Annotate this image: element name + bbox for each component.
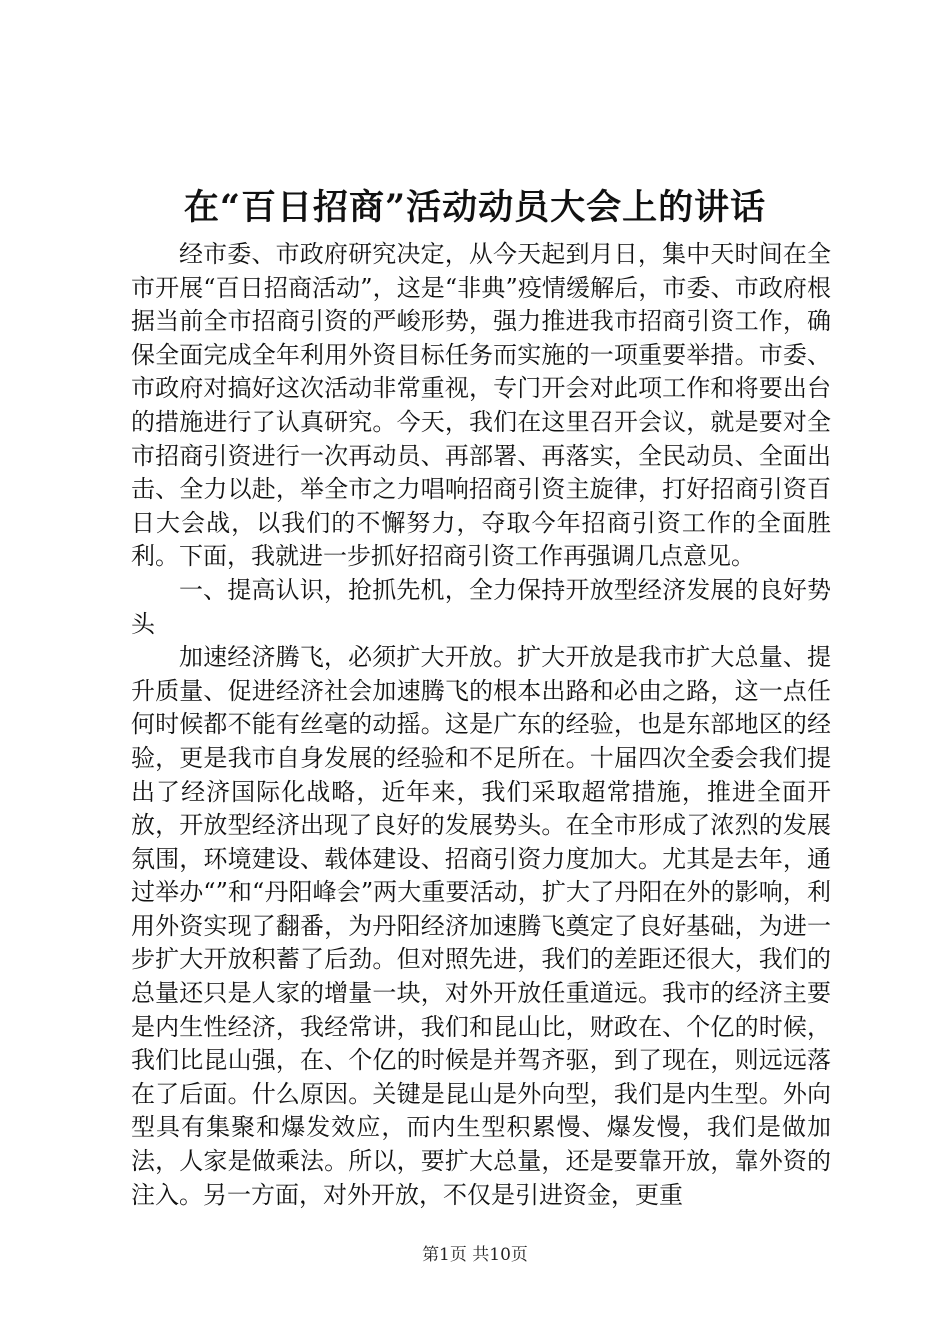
document-body (131, 238, 831, 1212)
body-paragraph: 加速经济腾飞，必须扩大开放。扩大开放是我市扩大总量、提升质量、促进经济社会加速腾飞的根本出路和必由之路，这一点任何时候都不能有丝毫的动摇。这是广东的经验，也是东部地区的经验，更是我市自身发展的经验和不足所在。十届四次全委会我们提出了经济国际化战略，近年来，我们采取超常措施，推进全面开放，开放型经济出现了良好的发展势头。在全市形成了浓烈的发展氛围，环境建设、载体建设、招商引资力度加大。尤其是去年，通过举办“”和“丹阳峰会”两大重要活动，扩大了丹阳在外的影响，利用外资实现了翻番，为丹阳经济加速腾飞奠定了良好基础，为进一步扩大开放积蓄了后劲。但对照先进，我们的差距还很大，我们的总量还只是人家的增量一块，对外开放任重道远。我市的经济主要是内生性经济，我经常讲，我们和昆山比，财政在、个亿的时候，我们比昆山强，在、个亿的时候是并驾齐驱，到了现在，则远远落在了后面。什么原因。关键是昆山是外向型，我们是内生型。外向型具有集聚和爆发效应，而内生型积累慢、爆发慢，我们是做加法，人家是做乘法。所以，要扩大总量，还是要靠开放，靠外资的注入。另一方面，对外开放，不仅是引进资金，更重 (131, 643, 831, 1209)
page-footer: 第1页 共10页 (422, 1245, 528, 1265)
section-heading: 一、提高认识，抢抓先机，全力保持开放型经济发展的良好势头 (131, 575, 831, 638)
document-title: 在“百日招商”活动动员大会上的讲话 (183, 187, 767, 228)
body-paragraph: 经市委、市政府研究决定，从今天起到月日，集中天时间在全市开展“百日招商活动”，这是“非典”疫情缓解后，市委、市政府根据当前全市招商引资的严峻形势，强力推进我市招商引资工作，确保全面完成全年利用外资目标任务而实施的一项重要举措。市委、市政府对搞好这次活动非常重视，专门开会对此项工作和将要出台的措施进行了认真研究。今天，我们在这里召开会议，就是要对全市招商引资进行一次再动员、再部署、再落实，全民动员、全面出击、全力以赴，举全市之力唱响招商引资主旋律，打好招商引资百日大会战，以我们的不懈努力，夺取今年招商引资工作的全面胜利。下面，我就进一步抓好招商引资工作再强调几点意见。 (131, 240, 831, 571)
